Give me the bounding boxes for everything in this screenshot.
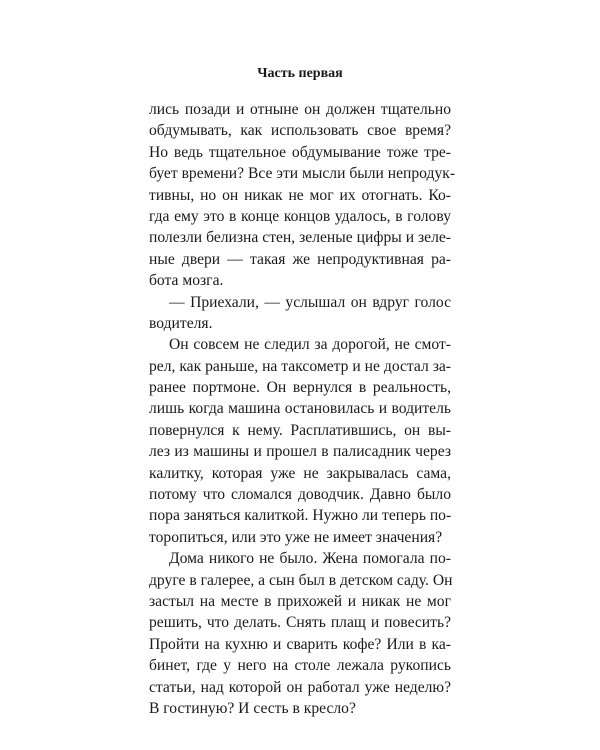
text-line: Он совсем не следил за дорогой, не смот-: [169, 336, 451, 354]
text-line: лишь когда машина остановилась и водитель: [149, 400, 451, 418]
text-line: Дома никого не было. Жена помогала по-: [169, 550, 451, 568]
text-line: водителя.: [149, 314, 213, 332]
text-line: обдумывать, как использовать свое время?: [149, 122, 451, 140]
body-text: [149, 99, 456, 719]
text-line: бота мозга.: [149, 272, 224, 290]
text-line: повернулся к нему. Расплатившись, он вы-: [149, 421, 451, 439]
text-line: лись позади и отныне он должен тщательно: [149, 101, 451, 118]
text-line: Пройти на кухню и сварить кофе? Или в ка-: [149, 635, 451, 653]
text-line: решить, что делать. Снять плащ и повесить?: [149, 614, 451, 632]
text-line: калитку, которая уже не закрывалась сама,: [149, 464, 451, 482]
text-line: В гостиную? И сесть в кресло?: [149, 699, 356, 717]
text-line: лез из машины и прошел в палисадник через: [149, 443, 451, 461]
text-line: пора заняться калиткой. Нужно ли теперь по-: [149, 507, 452, 525]
text-line: ные двери — такая же непродуктивная ра-: [149, 250, 451, 268]
text-line: Но ведь тщательное обдумывание тоже тре-: [149, 143, 451, 161]
text-line: статьи, над которой он работал уже неделю?: [149, 678, 451, 696]
text-line: гда ему это в конце концов удалось, в голову: [149, 207, 451, 225]
text-line: друге в галерее, а сын был в детском саду. Он: [149, 571, 453, 589]
text-line: торопиться, или это уже не имеет значения?: [149, 528, 443, 546]
text-line: потому что сломался доводчик. Давно было: [149, 486, 451, 504]
running-title: Часть первая: [257, 66, 343, 81]
text-line: рел, как раньше, на таксометр и не достал за-: [149, 357, 451, 375]
text-line: бинет, где у него на столе лежала рукопись: [149, 657, 451, 675]
text-line: ранее портмоне. Он вернулся в реальность,: [149, 379, 451, 397]
text-line: — Приехали, — услышал он вдруг голос: [169, 293, 451, 311]
text-line: тивны, но он никак не мог их отогнать. Ко-: [149, 186, 451, 204]
text-line: бует времени? Все эти мысли были непродук-: [149, 165, 456, 183]
text-line: застыл на месте в прихожей и никак не мог: [149, 592, 451, 610]
text-line: полезли белизна стен, зеленые цифры и зеле-: [149, 229, 451, 247]
